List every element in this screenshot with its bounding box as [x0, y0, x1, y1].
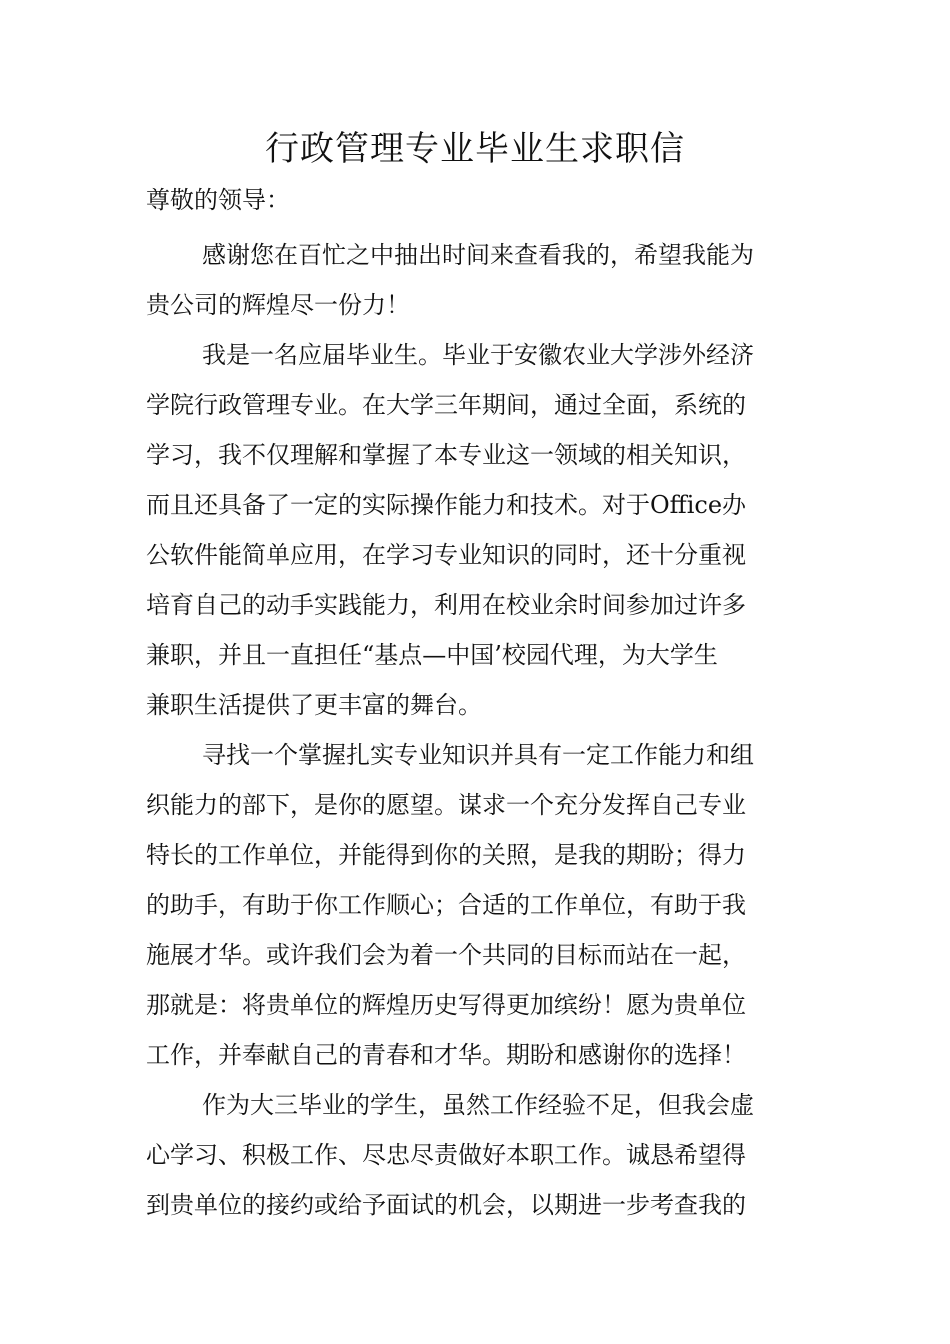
- paragraph-line: 而且还具备了一定的实际操作能力和技术。对于Office办: [146, 491, 747, 519]
- letter-body: [146, 230, 806, 1230]
- paragraph: [146, 330, 806, 730]
- paragraph-line: 的助手，有助于你工作顺心；合适的工作单位，有助于我: [146, 891, 746, 919]
- paragraph-line: 织能力的部下，是你的愿望。谋求一个充分发挥自己专业: [146, 791, 746, 819]
- paragraph: [146, 1080, 806, 1230]
- paragraph-line: 作为大三毕业的学生，虽然工作经验不足，但我会虚: [202, 1091, 754, 1119]
- paragraph-line: 特长的工作单位，并能得到你的关照，是我的期盼；得力: [146, 841, 746, 869]
- paragraph-line: 寻找一个掌握扎实专业知识并具有一定工作能力和组: [202, 741, 754, 769]
- salutation: 尊敬的领导：: [146, 186, 290, 214]
- paragraph-line: 我是一名应届毕业生。毕业于安徽农业大学涉外经济: [202, 341, 754, 369]
- paragraph-line: 施展才华。或许我们会为着一个共同的目标而站在一起，: [146, 941, 746, 969]
- document-title: 行政管理专业毕业生求职信: [265, 129, 685, 169]
- paragraph-line: 兼职，并且一直担任“基点—中国’校园代理，为大学生: [146, 641, 718, 669]
- paragraph: [146, 230, 806, 330]
- paragraph-line: 培育自己的动手实践能力，利用在校业余时间参加过许多: [146, 591, 746, 619]
- paragraph-line: 学习，我不仅理解和掌握了本专业这一领域的相关知识，: [146, 441, 746, 469]
- paragraph-line: 兼职生活提供了更丰富的舞台。: [146, 691, 482, 719]
- paragraph-line: 学院行政管理专业。在大学三年期间，通过全面，系统的: [146, 391, 746, 419]
- paragraph-line: 贵公司的辉煌尽一份力！: [146, 291, 410, 319]
- paragraph-line: 那就是：将贵单位的辉煌历史写得更加缤纷！愿为贵单位: [146, 991, 746, 1019]
- paragraph-line: 工作，并奉献自己的青春和才华。期盼和感谢你的选择！: [146, 1041, 746, 1069]
- paragraph-line: 到贵单位的接约或给予面试的机会，以期进一步考查我的: [146, 1191, 746, 1219]
- paragraph: [146, 730, 806, 1080]
- paragraph-line: 感谢您在百忙之中抽出时间来查看我的，希望我能为: [202, 241, 754, 269]
- paragraph-line: 心学习、积极工作、尽忠尽责做好本职工作。诚恳希望得: [146, 1141, 746, 1169]
- paragraph-line: 公软件能简单应用，在学习专业知识的同时，还十分重视: [146, 541, 746, 569]
